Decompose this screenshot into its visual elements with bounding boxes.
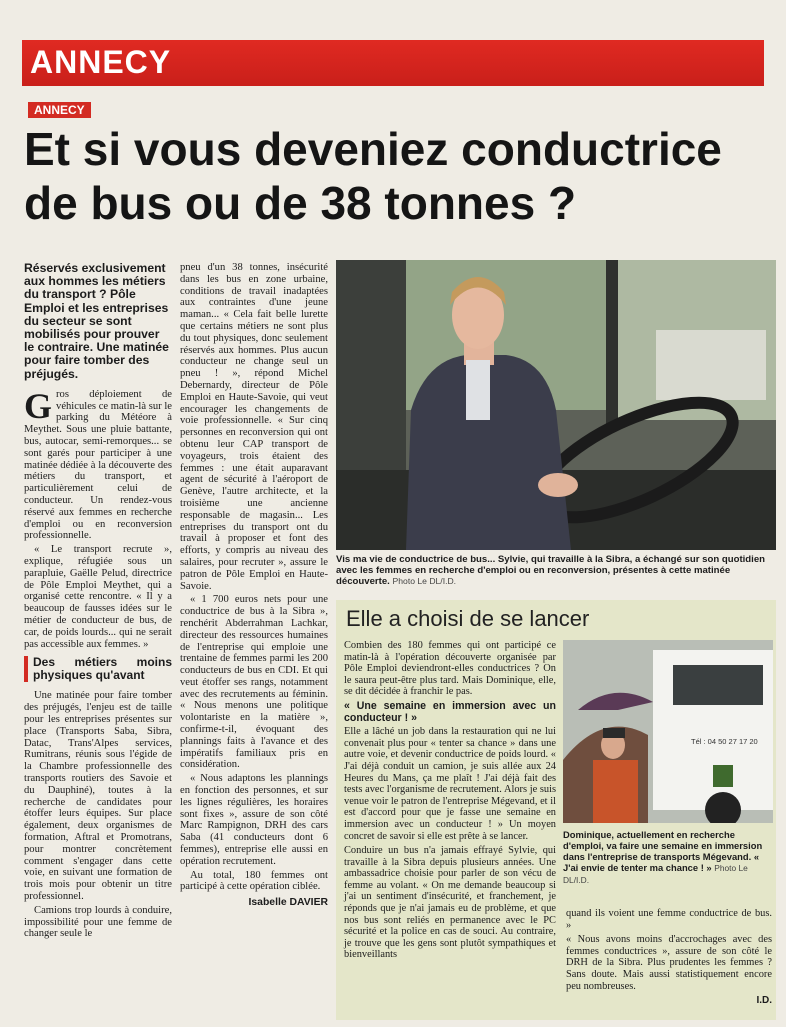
dropcap: G	[24, 385, 53, 426]
sidebar-paragraph-1: Combien des 180 femmes qui ont participé ce matin-là à l'opération découverte organisée par Pôle Emploi deviendront-elles conductrices ? On le saura peut-être plus tard. Mais Dominique, elle, se dit décidée à franchir le pas.	[344, 640, 556, 698]
bus-driver-illustration	[336, 260, 776, 550]
section-tag: ANNECY	[28, 102, 91, 118]
truck-photo-caption	[563, 829, 773, 886]
photo-caption-text: Vis ma vie de conductrice de bus... Sylvie, qui travaille à la Sibra, a échangé sur son quotidien avec les femmes en recherche d'emploi ou en reconversion, présentes à cette matinée découverte.	[336, 554, 766, 587]
col1-paragraph-3: Une matinée pour faire tomber des préjugés, l'enjeu est de taille pour les entreprises présentes sur place (Transports Saba, Sibra, Datac, Trans'Alpes services, Rumitrans, réunis sous l'égide de la Chambre professionnelle des transports routiers des Savoie et du Dauphiné), toutes à la recherche de candidates pour étoffer leurs équipes. Sur place également, deux organismes de formation, Aftral et Promotrans, pour montrer concrètement comment s'engager dans cette voie, en suivant une formation de trois mois pour obtenir un titre professionnel.	[24, 690, 172, 902]
photo-credit: Photo Le DL/I.D.	[392, 576, 457, 586]
truck-photo	[563, 640, 773, 823]
col2-paragraph-4: Au total, 180 femmes ont participé à cette opération ciblée.	[180, 869, 328, 893]
banner-title: ANNECY	[30, 44, 172, 80]
sidebar-title: Elle a choisi de se lancer	[346, 606, 590, 631]
photo-caption	[336, 554, 776, 587]
col2-paragraph-1: pneu d'un 38 tonnes, insécurité dans les bus en zone urbaine, conditions de travail inadaptées aux contraintes d'une jeune maman... « Cela fait belle lurette que certains métiers ne sont plus du tout physiques, donc seulement réservés aux hommes. Plus aucun conducteur ne change seul un pneu ! », répond Michel Debernardy, directeur de Pôle Emploi en Haute-Savoie, qui veut encourager les changements de voie professionnelle. « Sur cinq personnes en reconversion qui ont obtenu leur CAP transport de voyageurs, trois étaient des femmes : une était auparavant agent de sécurité à l'aéroport de Genève, l'autre architecte, et la troisième une ancienne responsable de magasin... Les entreprises du transport ont du travail à proposer et font des efforts, y compris au niveau des salaires, pour recruter », assure le patron de Pôle Emploi en Haute-Savoie.	[180, 262, 328, 592]
article-column-2	[180, 262, 328, 909]
article-headline	[24, 122, 774, 230]
col1-paragraph-4: Camions trop lourds à conduire, impossibilité pour une femme de changer seule le	[24, 904, 172, 940]
sidebar-initials: I.D.	[756, 995, 772, 1007]
col2-paragraph-2: « 1 700 euros nets pour une conductrice de bus à la Sibra », renchérit Abderrahman Lachkar, directeur des ressources humaines de l'entreprise qui emploie une trentaine de femmes parmi les 200 conducteurs de bus en CDI. Et qui veut étoffer ses rangs, notamment avec des recrutements au féminin. « Nous menons une politique volontariste en la matière », confirme-t-il, évoquant des plannings faits à l'avance et des impératifs familiaux pris en considération.	[180, 594, 328, 771]
article-column-1	[24, 262, 172, 942]
sidebar-column-right	[566, 908, 772, 1007]
col1-paragraph-2: « Le transport recrute », explique, réfugiée sous un parapluie, Gaëlle Pelud, directrice de Pôle Emploi Meythet, qui a organisé cette rencontre. « Il y a beaucoup de fausses idées sur le métier de conducteur de bus, de car, de poids lourds... qui ne serait pas accessible aux femmes. »	[24, 544, 172, 650]
article-lead: Réservés exclusivement aux hommes les métiers du transport ? Pôle Emploi et les entreprises du secteur se sont mobilisés pour prouver le contraire. Une matinée pour faire tomber des préjugés.	[24, 261, 169, 381]
truck-illustration	[563, 640, 773, 823]
author-byline: Isabelle DAVIER	[248, 897, 328, 909]
sidebar-paragraph-4: quand ils voient une femme conductrice de bus. »	[566, 908, 772, 931]
sidebar-paragraph-2: Elle a lâché un job dans la restauration qui ne lui convenait plus pour « tenter sa chance » dans une autre voie, et devenir conductrice de poids lourd. « J'ai déjà conduit un camion, je suis allée aux 24 Heures du Mans, ça me plaît ! J'ai déjà fait des tests avec l'organisme de recrutement. Alors je suis venue voir le patron de l'entreprise Mégevand, et il est d'accord pour que je fasse une semaine en immersion avec un conducteur ! » Un moyen concret de savoir si elle est prête à se lancer.	[344, 726, 556, 842]
truck-photo-credit: Photo Le DL/I.D.	[563, 863, 748, 885]
sidebar-subhead: « Une semaine en immersion avec un conducteur ! »	[344, 699, 556, 724]
sidebar-paragraph-5: « Nous avons moins d'accrochages avec des femmes conductrices », assure de son côté le DRH de la Sibra. Plus prudentes les femmes ? Sans doute. Mais aussi statistiquement encore peu nombreuses.	[566, 934, 772, 992]
col2-paragraph-3: « Nous adaptons les plannings en fonction des personnes, et sur les lignes régulières, les horaires sont fixes », assure de son côté Marc Rampignon, DRH des cars Saba (41 conducteurs dont 6 femmes), entreprise elle aussi en opération recrutement.	[180, 773, 328, 867]
truck-phone: Tél : 04 50 27 17 20	[691, 737, 758, 746]
sidebar-paragraph-3: Conduire un bus n'a jamais effrayé Sylvie, qui travaille à la Sibra depuis plusieurs années. Une ambassadrice choisie pour parler de son vécu de femme au volant. « On me demande beaucoup si j'ai un sentiment d'insécurité, et franchement, je réponds que je n'ai jamais eu de problème, et que nos bus sont reliés en permanence avec le PC sécurité et la police en cas de souci. Au contraire, je trouve que les gens sont plutôt sympathiques et bienveillants	[344, 845, 556, 961]
headline-line-2: de bus ou de 38 tonnes ?	[24, 177, 577, 229]
bus-driver-photo	[336, 260, 776, 550]
headline-line-1: Et si vous deveniez conductrice	[24, 123, 722, 175]
truck-caption-text: Dominique, actuellement en recherche d'emploi, va faire une semaine en immersion dans l'entreprise de transports Mégevand. « J'ai envie de tenter ma chance ! »	[563, 829, 763, 873]
col1-paragraph-1: ros déploiement de véhicules ce matin-là sur le parking du Météore à Meythet. Sous une pluie battante, bus, autocar, semi-remorques... se sont garés pour participer à une matinée dédiée à la découverte des métiers du transport, et particulièrement celui de conducteur. Un rendez-vous réservé aux femmes en recherche d'emploi ou en reconversion professionnelle.	[24, 388, 172, 542]
col1-subhead: Des métiers moins physiques qu'avant	[24, 656, 172, 682]
sidebar-column-left	[344, 640, 556, 964]
